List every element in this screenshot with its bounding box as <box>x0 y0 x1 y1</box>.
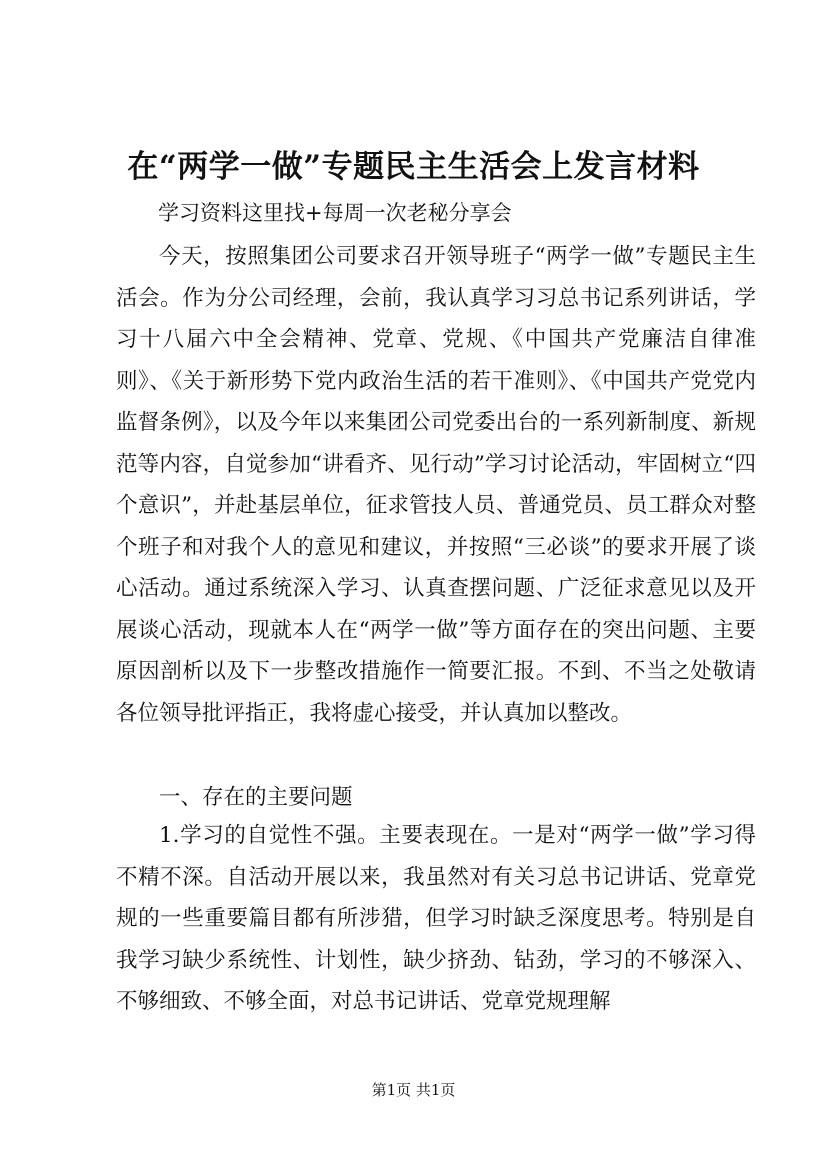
point-one-paragraph: 1.学习的自觉性不强。主要表现在。一是对“两学一做”学习得不精不深。自活动开展以来，我虽然对有关习总书记讲话、党章党规的一些重要篇目都有所涉猎，但学习时缺乏深度思考。特别是自我学习缺少系统性、计划性，缺少挤劲、钻劲，学习的不够深入、不够细致、不够全面，对总书记讲话、党章党规理解 <box>116 823 756 1014</box>
section-heading: 一、存在的主要问题 <box>159 785 353 810</box>
document-title: 在“两学一做”专题民主生活会上发言材料 <box>127 149 700 185</box>
document-subtitle: 学习资料这里找+每周一次老秘分享会 <box>158 201 512 225</box>
intro-paragraph: 今天，按照集团公司要求召开领导班子“两学一做”专题民主生活会。作为分公司经理，会前，我认真学习习总书记系列讲话，学习十八届六中全会精神、党章、党规、《中国共产党廉洁自律准则》、《关于新形势下党内政治生活的若干准则》、《中国共产党党内监督条例》，以及今年以来集团公司党委出台的一系列新制度、新规范等内容，自觉参加“讲看齐、见行动”学习讨论活动，牢固树立“四个意识”，并赴基层单位，征求管技人员、普通党员、员工群众对整个班子和对我个人的意见和建议，并按照“三必谈”的要求开展了谈心活动。通过系统深入学习、认真查摆问题、广泛征求意见以及开展谈心活动，现就本人在“两学一做”等方面存在的突出问题、主要原因剖析以及下一步整改措施作一简要汇报。不到、不当之处敬请各位领导批评指正，我将虚心接受，并认真加以整改。 <box>116 244 756 726</box>
page-footer: 第1页 共1页 <box>371 1081 456 1099</box>
